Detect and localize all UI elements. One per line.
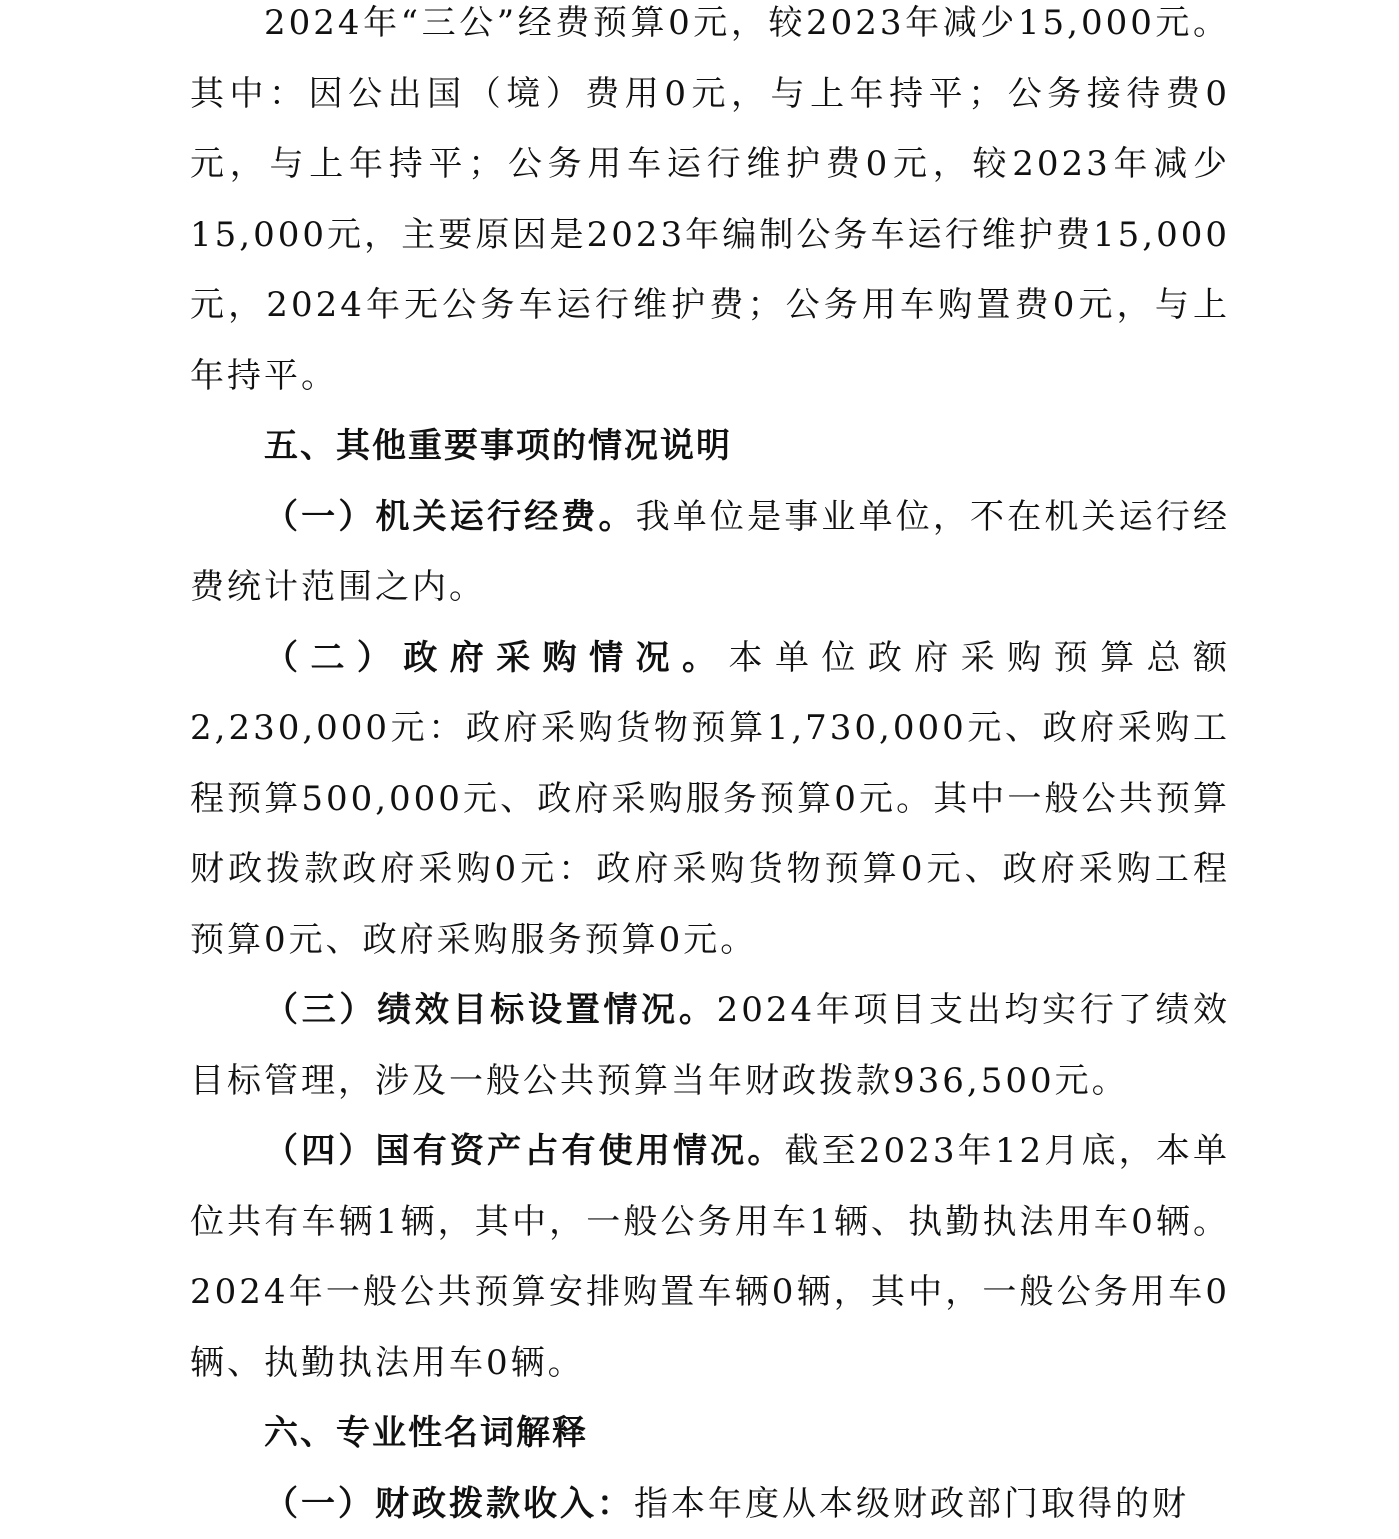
paragraph-state-assets xyxy=(190,1116,1230,1398)
paragraph-lead: （一）机关运行经费。 xyxy=(264,497,636,537)
document-body xyxy=(190,0,1230,1539)
section-heading-glossary: 六、专业性名词解释 xyxy=(190,1398,1230,1469)
paragraph-text: 指本年度从本级财政部门取得的财 xyxy=(634,1484,1189,1524)
paragraph-procurement xyxy=(190,623,1230,976)
paragraph-fiscal-appropriation-income xyxy=(190,1469,1230,1539)
paragraph-lead: （一）财政拨款收入： xyxy=(264,1484,634,1524)
paragraph-lead: （二）政府采购情况。 xyxy=(264,638,729,678)
paragraph-lead: （四）国有资产占有使用情况。 xyxy=(264,1131,785,1171)
paragraph-performance-goals xyxy=(190,975,1230,1116)
section-heading-other-matters: 五、其他重要事项的情况说明 xyxy=(190,411,1230,482)
paragraph-text: 截至2023年12月底，本单位共有车辆1辆，其中，一般公务用车1辆、执勤执法用车0辆。2024年一般公共预算安排购置车辆0辆，其中，一般公务用车0辆、执勤执法用车0辆。 xyxy=(190,1131,1230,1383)
paragraph-text: 我单位是事业单位，不在机关运行经费统计范围之内。 xyxy=(190,497,1230,608)
paragraph-sangong-budget xyxy=(190,0,1230,411)
paragraph-text: 2024年项目支出均实行了绩效目标管理，涉及一般公共预算当年财政拨款936,500元。 xyxy=(190,990,1230,1101)
paragraph-text: 2024年“三公”经费预算0元，较2023年减少15,000元。其中：因公出国（境）费用0元，与上年持平；公务接待费0元，与上年持平；公务用车运行维护费0元，较2023年减少15,000元，主要原因是2023年编制公务车运行维护费15,000元，2024年无公务车运行维护费；公务用车购置费0元，与上年持平。 xyxy=(190,3,1230,396)
paragraph-text: 本单位政府采购预算总额 2,230,000元：政府采购货物预算1,730,000元、政府采购工程预算500,000元、政府采购服务预算0元。其中一般公共预算财政拨款政府采购0元：政府采购货物预算0元、政府采购工程预算0元、政府采购服务预算0元。 xyxy=(190,638,1230,960)
paragraph-lead: （三）绩效目标设置情况。 xyxy=(264,990,717,1030)
paragraph-operating-expenses xyxy=(190,482,1230,623)
